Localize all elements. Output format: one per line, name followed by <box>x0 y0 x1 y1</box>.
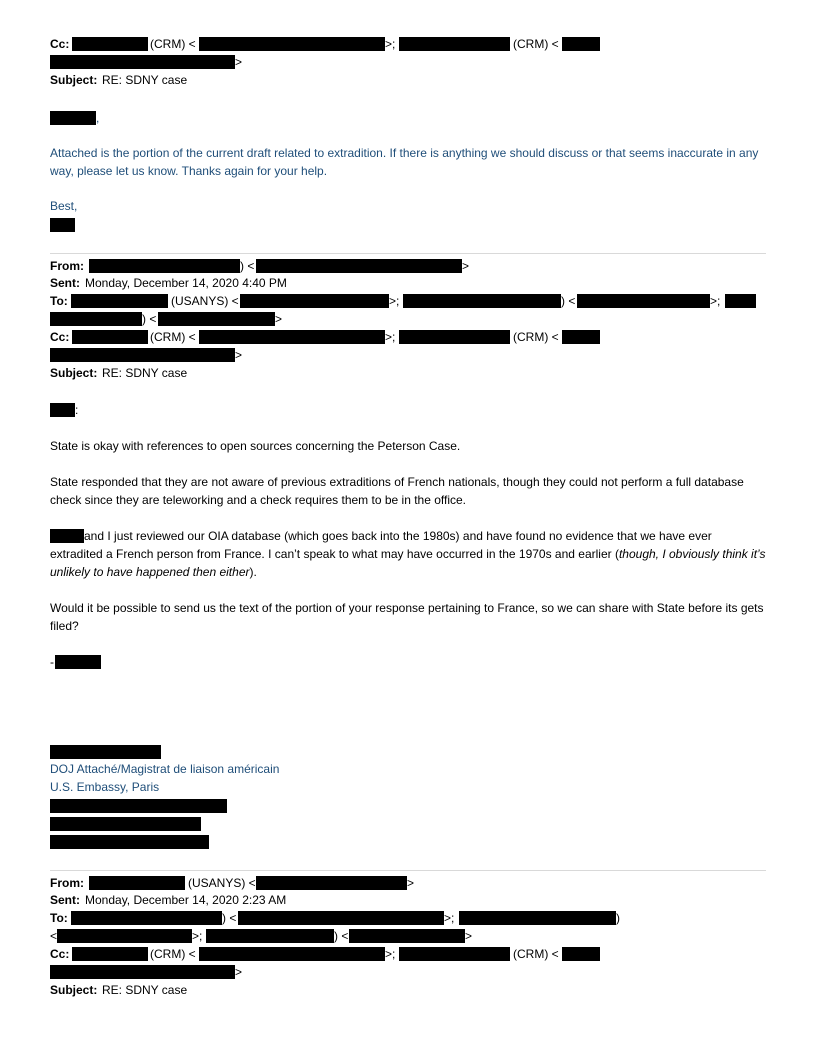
redaction <box>577 294 710 308</box>
cc-label: Cc: <box>50 37 70 51</box>
greeting-punct: , <box>96 111 100 125</box>
cc-close: > <box>235 348 243 362</box>
subject-text: RE: SDNY case <box>102 366 188 380</box>
to-open: < <box>50 929 58 943</box>
redaction <box>50 348 235 362</box>
redaction <box>50 55 235 69</box>
signoff: Best, <box>50 199 78 213</box>
to-paren: ) < <box>334 929 349 943</box>
from-close: > <box>407 876 415 890</box>
cc-org: (CRM) < <box>150 37 196 51</box>
redaction <box>199 37 385 51</box>
redaction <box>725 294 756 308</box>
redaction <box>50 965 235 979</box>
redaction <box>256 259 462 273</box>
cc-close: > <box>235 55 243 69</box>
redaction <box>71 294 168 308</box>
to-label: To: <box>50 911 68 925</box>
dash: - <box>50 655 54 669</box>
cc-org: (CRM) < <box>150 947 196 961</box>
redaction <box>256 876 407 890</box>
redaction <box>50 835 209 849</box>
redaction <box>459 911 616 925</box>
to-close: > <box>275 312 283 326</box>
to-separator: >; <box>192 929 203 943</box>
redaction <box>50 817 201 831</box>
paragraph-2: State responded that they are not aware of previous extraditions of French nationals, though they could not perform a full database check since they are teleworking and a check requires them to be in the office. <box>50 475 744 507</box>
redaction <box>50 312 142 326</box>
subject-label: Subject: <box>50 73 98 87</box>
redaction <box>206 929 334 943</box>
redaction <box>89 876 185 890</box>
cc-org: (CRM) < <box>513 947 559 961</box>
from-org: (USANYS) < <box>188 876 256 890</box>
subject-text: RE: SDNY case <box>102 983 188 997</box>
signature-title: DOJ Attaché/Magistrat de liaison américain <box>50 762 280 776</box>
redaction <box>50 403 75 417</box>
paragraph-3-end: ). <box>249 565 257 579</box>
redaction <box>562 947 600 961</box>
cc-label: Cc: <box>50 947 70 961</box>
divider <box>50 253 766 254</box>
redaction <box>89 259 240 273</box>
divider <box>50 870 766 871</box>
to-label: To: <box>50 294 68 308</box>
cc-org: (CRM) < <box>513 330 559 344</box>
redaction <box>238 911 444 925</box>
redaction <box>403 294 561 308</box>
cc-separator: >; <box>385 947 396 961</box>
redaction <box>50 799 227 813</box>
from-label: From: <box>50 876 84 890</box>
sent-date: Monday, December 14, 2020 2:23 AM <box>85 893 287 907</box>
to-paren: ) < <box>561 294 576 308</box>
from-paren: ) < <box>240 259 255 273</box>
paragraph-4: Would it be possible to send us the text of the portion of your response pertaining to France, so we can share with State before its gets filed? <box>50 601 764 633</box>
to-separator: >; <box>710 294 721 308</box>
redaction <box>72 947 148 961</box>
subject-text: RE: SDNY case <box>102 73 188 87</box>
to-separator: >; <box>444 911 455 925</box>
redaction <box>240 294 389 308</box>
redaction <box>399 37 510 51</box>
redaction <box>399 947 510 961</box>
redaction <box>199 947 385 961</box>
to-paren: ) <box>616 911 620 925</box>
subject-label: Subject: <box>50 366 98 380</box>
sent-date: Monday, December 14, 2020 4:40 PM <box>85 276 287 290</box>
redaction <box>562 330 600 344</box>
subject-label: Subject: <box>50 983 98 997</box>
cc-org: (CRM) < <box>150 330 196 344</box>
paragraph-3 <box>50 527 766 581</box>
redaction <box>199 330 385 344</box>
redaction <box>50 111 96 125</box>
paragraph-3-text: and I just reviewed our OIA database (which goes back into the 1980s) and have found no evidence that we have ever extradited a French person from France. I can’t speak to what may have occurred in the 1970s and earlier ( <box>50 529 712 561</box>
redaction <box>349 929 465 943</box>
to-separator: >; <box>389 294 400 308</box>
redaction <box>71 911 222 925</box>
cc-close: > <box>235 965 243 979</box>
cc-separator: >; <box>385 37 396 51</box>
to-paren: ) < <box>222 911 237 925</box>
sent-label: Sent: <box>50 276 80 290</box>
cc-label: Cc: <box>50 330 70 344</box>
to-paren: ) < <box>142 312 157 326</box>
redaction <box>72 330 148 344</box>
sent-label: Sent: <box>50 893 80 907</box>
greeting-punct: : <box>75 403 79 417</box>
redaction <box>158 312 275 326</box>
to-org: (USANYS) < <box>171 294 239 308</box>
signature-place: U.S. Embassy, Paris <box>50 780 160 794</box>
redaction <box>72 37 148 51</box>
cc-separator: >; <box>385 330 396 344</box>
from-label: From: <box>50 259 84 273</box>
paragraph-3-italic: though, I obviously think it’s unlikely to have happened then either <box>50 547 766 579</box>
redaction <box>562 37 600 51</box>
paragraph-1: State is okay with references to open sources concerning the Peterson Case. <box>50 439 461 453</box>
cc-org: (CRM) < <box>513 37 559 51</box>
to-close: > <box>465 929 473 943</box>
redaction <box>50 745 161 759</box>
redaction <box>50 529 84 543</box>
redaction <box>50 218 75 232</box>
redaction <box>57 929 192 943</box>
reply-body: Attached is the portion of the current draft related to extradition. If there is anything we should discuss or that seems inaccurate in any way, please let us know. Thanks again for your help. <box>50 146 759 178</box>
redaction <box>399 330 510 344</box>
from-close: > <box>462 259 470 273</box>
redaction <box>55 655 101 669</box>
